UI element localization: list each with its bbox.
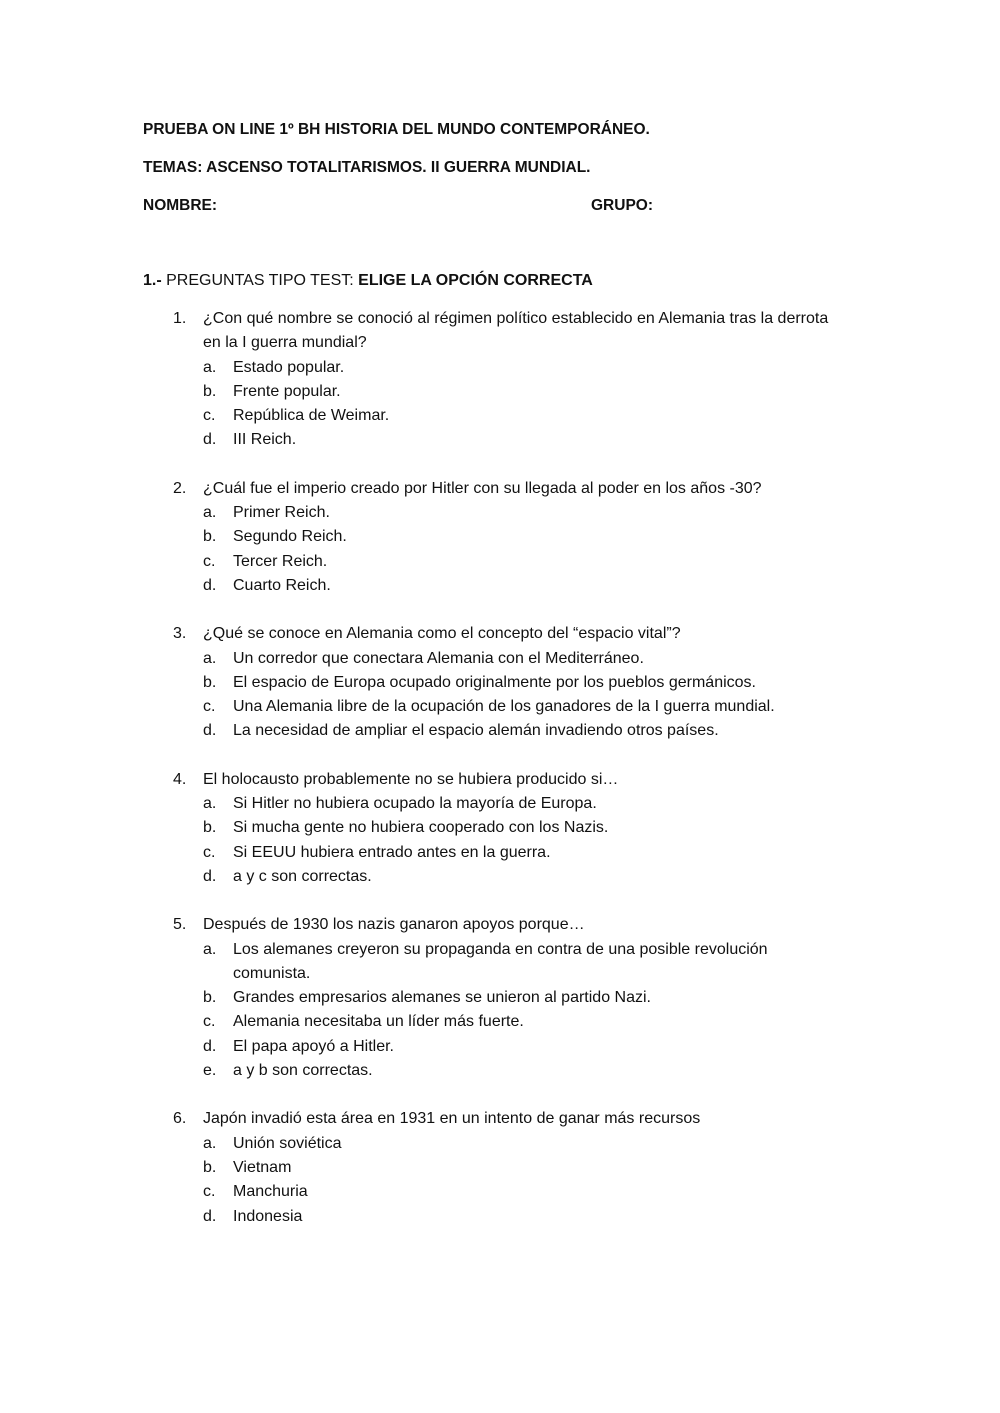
option-text: El papa apoyó a Hitler. xyxy=(233,1037,394,1055)
option-letter: b. xyxy=(203,528,217,546)
option-letter: c. xyxy=(203,1013,216,1031)
option-letter: a. xyxy=(203,504,217,522)
question-item xyxy=(173,477,833,598)
answer-option xyxy=(203,1132,833,1156)
answer-option xyxy=(203,671,833,695)
option-letter: c. xyxy=(203,552,216,570)
answer-option xyxy=(203,574,833,598)
name-label: NOMBRE: xyxy=(143,197,218,214)
answer-option xyxy=(203,1059,833,1083)
question-text: Japón invadió esta área en 1931 en un intento de ganar más recursos xyxy=(203,1110,701,1128)
answer-option xyxy=(203,1205,833,1229)
answer-option xyxy=(203,1010,833,1034)
question-item xyxy=(173,622,833,743)
question-number: 2. xyxy=(173,479,187,497)
section-number: 1.- xyxy=(143,272,162,289)
question-item xyxy=(173,1107,833,1228)
option-letter: a. xyxy=(203,940,217,958)
option-text: Alemania necesitaba un líder más fuerte. xyxy=(233,1013,524,1031)
option-letter: a. xyxy=(203,1134,217,1152)
answer-option xyxy=(203,550,833,574)
option-text: Tercer Reich. xyxy=(233,552,328,570)
option-text: Frente popular. xyxy=(233,382,341,400)
option-text: Cuarto Reich. xyxy=(233,576,331,594)
option-text: Grandes empresarios alemanes se unieron al partido Nazi. xyxy=(233,989,651,1007)
option-letter: d. xyxy=(203,1037,217,1055)
question-text: ¿Con qué nombre se conoció al régimen político establecido en Alemania tras la derrota en la I guerra mundial? xyxy=(203,310,829,352)
question-item xyxy=(173,913,833,1083)
option-text: Una Alemania libre de la ocupación de los ganadores de la I guerra mundial. xyxy=(233,698,775,716)
option-text: La necesidad de ampliar el espacio alemán invadiendo otros países. xyxy=(233,722,719,740)
answer-option xyxy=(203,695,833,719)
answer-option xyxy=(203,525,833,549)
group-label: GRUPO: xyxy=(591,197,653,214)
option-text: Vietnam xyxy=(233,1158,292,1176)
answer-option xyxy=(203,792,833,816)
option-letter: a. xyxy=(203,358,217,376)
option-text: Manchuria xyxy=(233,1183,308,1201)
student-info-row xyxy=(143,197,663,215)
answer-option xyxy=(203,647,833,671)
answer-option xyxy=(203,841,833,865)
question-text: ¿Cuál fue el imperio creado por Hitler con su llegada al poder en los años -30? xyxy=(203,479,762,497)
answer-options xyxy=(203,501,833,598)
option-letter: d. xyxy=(203,867,217,885)
question-item xyxy=(173,768,833,889)
answer-option xyxy=(203,938,833,987)
question-number: 5. xyxy=(173,916,187,934)
option-text: República de Weimar. xyxy=(233,407,390,425)
option-text: a y c son correctas. xyxy=(233,867,372,885)
section-heading xyxy=(143,272,593,290)
option-letter: b. xyxy=(203,1158,217,1176)
option-letter: d. xyxy=(203,576,217,594)
answer-option xyxy=(203,1156,833,1180)
question-stem xyxy=(173,622,833,646)
option-letter: c. xyxy=(203,407,216,425)
question-stem xyxy=(173,477,833,501)
answer-option xyxy=(203,380,833,404)
option-text: Primer Reich. xyxy=(233,504,330,522)
option-letter: b. xyxy=(203,989,217,1007)
question-number: 6. xyxy=(173,1110,187,1128)
answer-options xyxy=(203,1132,833,1229)
option-text: Si Hitler no hubiera ocupado la mayoría de Europa. xyxy=(233,795,597,813)
answer-option xyxy=(203,428,833,452)
option-text: El espacio de Europa ocupado originalmente por los pueblos germánicos. xyxy=(233,673,756,691)
option-letter: b. xyxy=(203,382,217,400)
answer-option xyxy=(203,1180,833,1204)
answer-options xyxy=(203,792,833,889)
answer-option xyxy=(203,356,833,380)
option-text: III Reich. xyxy=(233,431,297,449)
answer-options xyxy=(203,356,833,453)
question-text: El holocausto probablemente no se hubiera producido si… xyxy=(203,770,619,788)
option-letter: d. xyxy=(203,431,217,449)
section-instruction: ELIGE LA OPCIÓN CORRECTA xyxy=(358,272,593,289)
option-letter: d. xyxy=(203,722,217,740)
question-stem xyxy=(173,307,833,356)
question-list xyxy=(173,307,833,1253)
question-text: Después de 1930 los nazis ganaron apoyos porque… xyxy=(203,916,585,934)
question-text: ¿Qué se conoce en Alemania como el concepto del “espacio vital”? xyxy=(203,625,681,643)
question-item xyxy=(173,307,833,453)
answer-options xyxy=(203,938,833,1084)
exam-title: PRUEBA ON LINE 1º BH HISTORIA DEL MUNDO CONTEMPORÁNEO. xyxy=(143,121,650,138)
option-letter: e. xyxy=(203,1062,217,1080)
question-stem xyxy=(173,913,833,937)
answer-option xyxy=(203,719,833,743)
option-text: Si mucha gente no hubiera cooperado con los Nazis. xyxy=(233,819,609,837)
answer-option xyxy=(203,865,833,889)
option-text: a y b son correctas. xyxy=(233,1062,373,1080)
option-letter: b. xyxy=(203,819,217,837)
exam-topics: TEMAS: ASCENSO TOTALITARISMOS. II GUERRA MUNDIAL. xyxy=(143,159,591,176)
option-text: Si EEUU hubiera entrado antes en la guerra. xyxy=(233,843,551,861)
option-text: Los alemanes creyeron su propaganda en contra de una posible revolución comunista. xyxy=(233,940,768,982)
option-text: Unión soviética xyxy=(233,1134,342,1152)
question-stem xyxy=(173,768,833,792)
option-letter: c. xyxy=(203,1183,216,1201)
answer-options xyxy=(203,647,833,744)
question-number: 4. xyxy=(173,770,187,788)
answer-option xyxy=(203,986,833,1010)
option-text: Un corredor que conectara Alemania con el Mediterráneo. xyxy=(233,649,644,667)
option-letter: a. xyxy=(203,795,217,813)
option-text: Indonesia xyxy=(233,1207,303,1225)
answer-option xyxy=(203,501,833,525)
option-letter: c. xyxy=(203,698,216,716)
question-number: 3. xyxy=(173,625,187,643)
answer-option xyxy=(203,1035,833,1059)
option-letter: c. xyxy=(203,843,216,861)
question-number: 1. xyxy=(173,310,187,327)
option-letter: d. xyxy=(203,1207,217,1225)
answer-option xyxy=(203,404,833,428)
section-label: PREGUNTAS TIPO TEST: xyxy=(161,272,359,289)
option-text: Estado popular. xyxy=(233,358,345,376)
question-stem xyxy=(173,1107,833,1131)
option-letter: a. xyxy=(203,649,217,667)
option-text: Segundo Reich. xyxy=(233,528,347,546)
answer-option xyxy=(203,816,833,840)
option-letter: b. xyxy=(203,673,217,691)
